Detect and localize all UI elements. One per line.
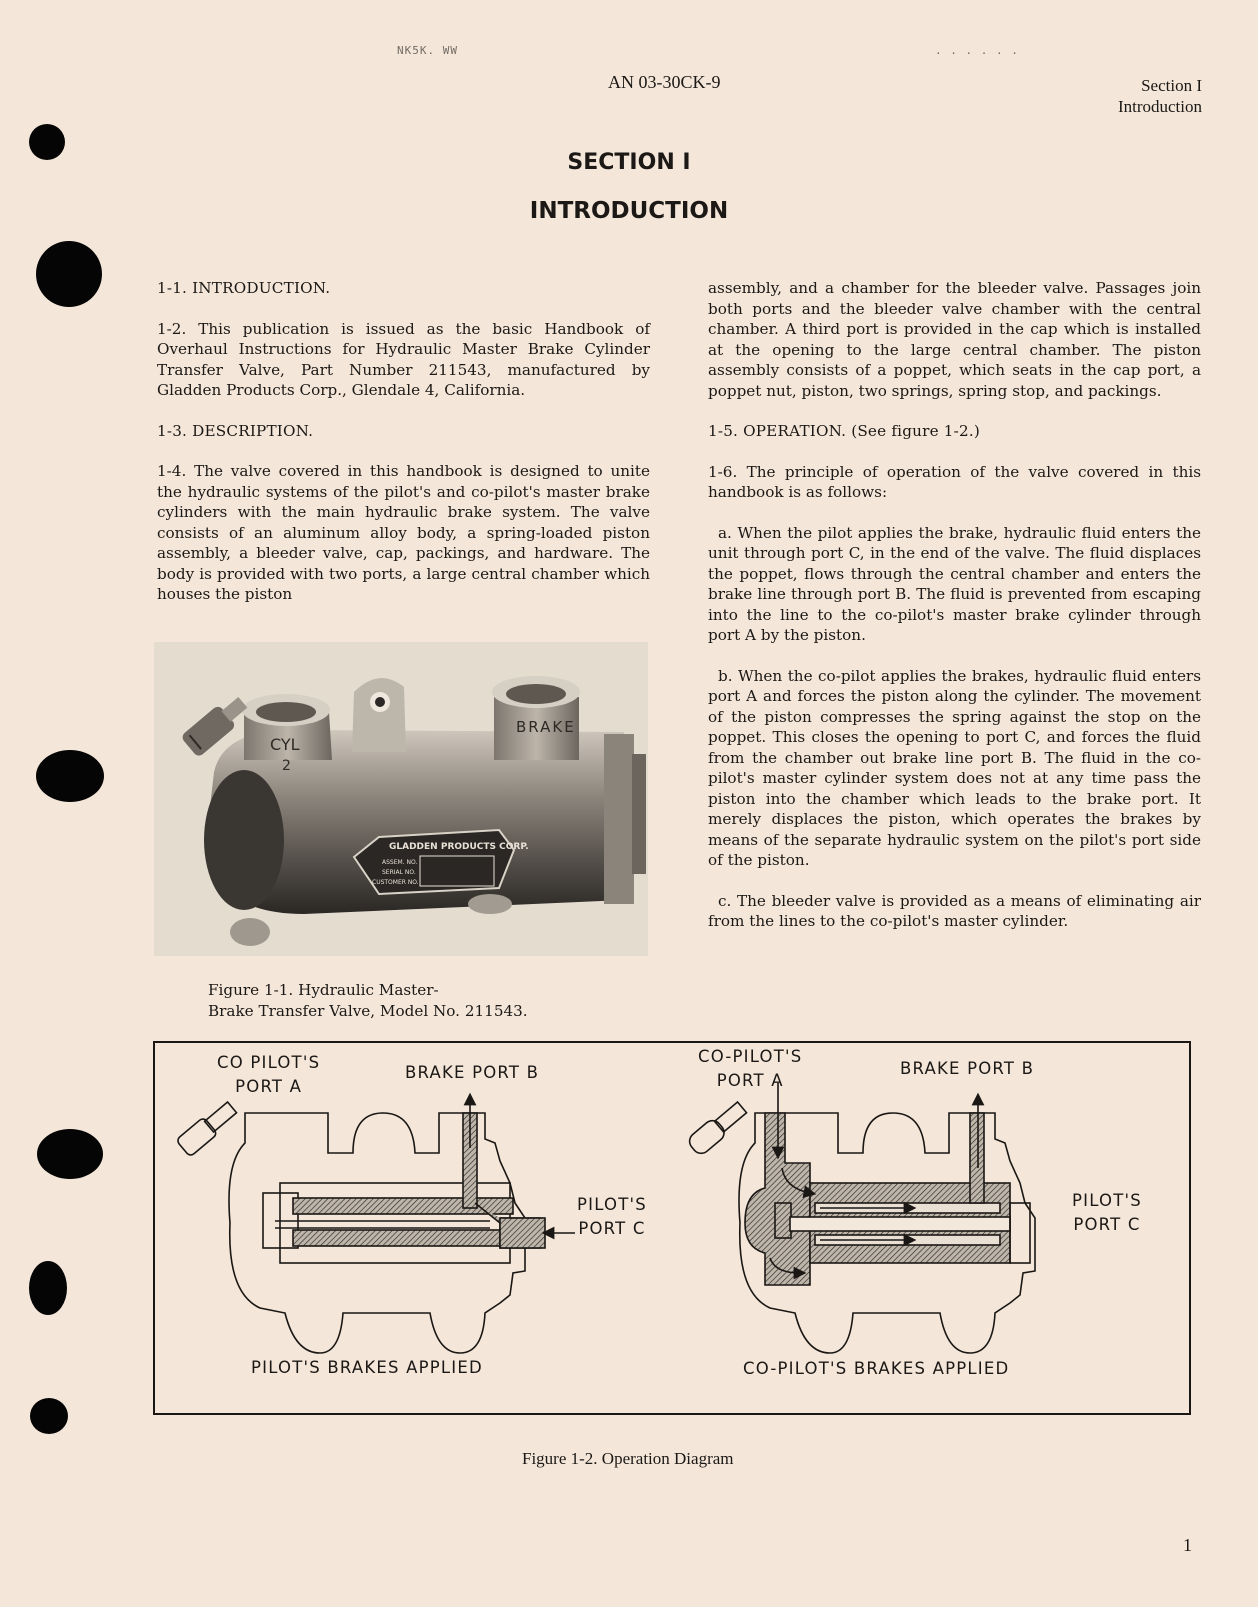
print-smudge: NK5K. WW	[397, 44, 458, 57]
paragraph-b: b. When the co-pilot applies the brakes, hydraulic fluid enters port A and forces the piston along the cylinder. The movement of the piston compresses the spring against the stop on the poppet. This closes the opening to port C, and forces the fluid from the chamber out brake line port B. The fluid in the co-pilot's master cylinder system does not at any time pass the piston into the chamber which leads to the brake port. It merely displaces the piston, which operates the brakes by means of the separate hydraulic system on the pilot's port side of the piston.	[708, 666, 1201, 869]
transfer-valve-illustration	[154, 642, 648, 956]
section-label: Section I	[1141, 76, 1202, 95]
paragraph-1-4: 1-4. The valve covered in this handbook is designed to unite the hydraulic systems of the pilot's and co-pilot's master brake cylinders with the main hydraulic brake system. The valve consists of an aluminum alloy body, a spring-loaded piston assembly, a bleeder valve, cap, packings, and hardware. The body is provided with two ports, a large central chamber which houses the piston	[157, 462, 650, 603]
paragraph-c: c. The bleeder valve is provided as a means of eliminating air from the lines to the co-pilot's master cylinder.	[708, 891, 1201, 930]
label-copilot-port-a	[698, 1045, 802, 1093]
label-line: PILOT'S	[577, 1195, 647, 1214]
label-line: PORT A	[235, 1077, 303, 1096]
left-column	[157, 278, 650, 625]
port-marking-cyl: CYL	[270, 735, 300, 754]
label-line: CO-PILOT'S	[698, 1047, 803, 1066]
port-marking-num: 2	[282, 758, 291, 774]
pilot-brakes-diagram	[176, 1099, 575, 1353]
running-header	[1118, 75, 1202, 117]
print-smudge: . . . . . .	[935, 44, 1019, 57]
nameplate-company: GLADDEN PRODUCTS CORP.	[389, 842, 529, 852]
label-line: PORT C	[1073, 1215, 1141, 1234]
paragraph-1-3: 1-3. DESCRIPTION.	[157, 421, 314, 440]
copilot-brakes-diagram	[686, 1083, 1035, 1353]
panel-title-pilot-brakes-applied: PILOT'S BRAKES APPLIED	[251, 1358, 483, 1377]
caption-line: Figure 1-1. Hydraulic Master-	[208, 981, 439, 999]
section-name: Introduction	[1117, 97, 1202, 116]
figure-1-1-caption	[208, 980, 628, 1022]
paragraph-a: a. When the pilot applies the brake, hydraulic fluid enters the unit through port C, in the end of the valve. The fluid displaces the poppet, flows through the central chamber and enters the brake line through port B. The fluid is prevented from escaping into the line to the co-pilot's master brake cylinder through port A by the piston.	[708, 523, 1201, 644]
binder-hole	[30, 1398, 68, 1434]
binder-hole	[36, 241, 102, 307]
label-line: CO PILOT'S	[217, 1053, 321, 1072]
label-brake-port-b: BRAKE PORT B	[405, 1063, 540, 1082]
page-number: 1	[1183, 1535, 1192, 1555]
section-heading: SECTION I	[567, 150, 691, 175]
paragraph-1-1: 1-1. INTRODUCTION.	[157, 279, 331, 297]
panel-title-copilot-brakes-applied: CO-PILOT'S BRAKES APPLIED	[743, 1359, 1010, 1378]
nameplate-row: SERIAL NO.	[382, 869, 416, 876]
paragraph-1-6: 1-6. The principle of operation of the valve covered in this handbook is as follows:	[708, 462, 1201, 501]
label-brake-port-b: BRAKE PORT B	[900, 1059, 1035, 1078]
label-pilot-port-c	[577, 1193, 647, 1241]
paragraph-1-5: 1-5. OPERATION. (See figure 1-2.)	[708, 422, 980, 440]
port-marking-brake: BRAKE	[516, 718, 576, 736]
label-line: PILOT'S	[1072, 1191, 1142, 1210]
valve-photo	[154, 642, 648, 956]
figure-1-2-caption: Figure 1-2. Operation Diagram	[522, 1449, 734, 1468]
nameplate-row: ASSEM. NO.	[382, 859, 418, 866]
nameplate-row: CUSTOMER NO.	[372, 879, 419, 886]
caption-line: Brake Transfer Valve, Model No. 211543.	[208, 1002, 528, 1020]
operation-diagram	[153, 1041, 1191, 1415]
section-title: INTRODUCTION	[529, 198, 729, 224]
document-number: AN 03-30CK-9	[608, 72, 721, 92]
binder-hole	[29, 1261, 67, 1315]
paragraph-1-2: 1-2. This publication is issued as the basic Handbook of Overhaul Instructions for Hydraulic Master Brake Cylinder Transfer Valve, Part Number 211543, manufactured by Gladden Products Corp., Glendale 4, California.	[157, 319, 650, 399]
binder-hole	[36, 750, 104, 802]
right-column	[708, 278, 1201, 952]
label-line: PORT C	[578, 1219, 646, 1238]
label-pilot-port-c	[1072, 1189, 1142, 1237]
label-line: PORT A	[716, 1071, 784, 1090]
label-copilot-port-a	[217, 1051, 320, 1099]
paragraph-1-4-continued: assembly, and a chamber for the bleeder valve. Passages join both ports and the bleeder valve chamber with the central chamber. A third port is provided in the cap which is installed at the opening to the large central chamber. The piston assembly consists of a poppet, which seats in the cap port, a poppet nut, piston, two springs, spring stop, and packings.	[708, 279, 1201, 400]
binder-hole	[37, 1129, 103, 1179]
